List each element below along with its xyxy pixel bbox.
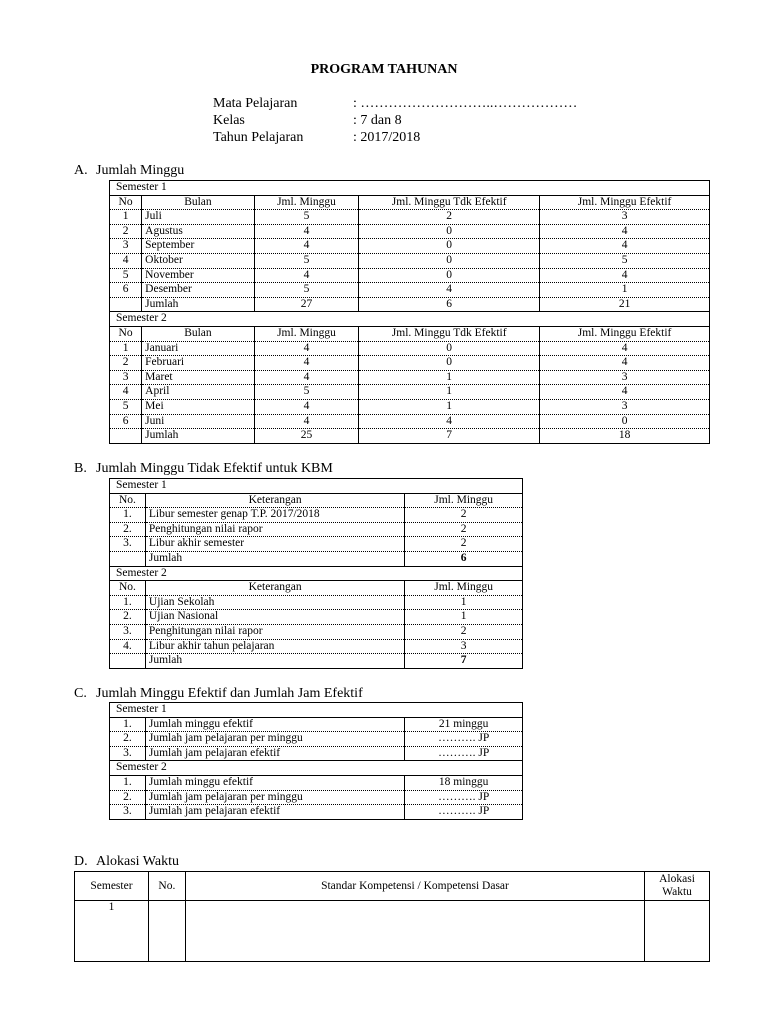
table-jumlah-minggu bbox=[109, 180, 710, 444]
table-row bbox=[110, 341, 710, 356]
cell-no bbox=[110, 551, 146, 566]
table-row bbox=[110, 805, 523, 820]
table-header-row bbox=[110, 326, 710, 341]
cell-bulan: Januari bbox=[142, 341, 255, 356]
cell-tdk-efektif: 1 bbox=[359, 399, 540, 414]
table-minggu-efektif bbox=[109, 702, 523, 820]
cell-jml-minggu: 3 bbox=[405, 639, 523, 654]
cell-keterangan: Jumlah minggu efektif bbox=[145, 775, 404, 790]
cell-keterangan: Jumlah jam pelajaran efektif bbox=[145, 805, 404, 820]
meta-kelas bbox=[213, 113, 402, 129]
cell-nilai: ………. JP bbox=[405, 790, 523, 805]
cell-jml-minggu: 4 bbox=[254, 341, 359, 356]
cell-efektif: 4 bbox=[540, 224, 710, 239]
cell-jml-minggu: 27 bbox=[254, 297, 359, 312]
semester-label-row bbox=[110, 703, 523, 718]
cell-efektif: 5 bbox=[540, 253, 710, 268]
cell-no: 3. bbox=[110, 624, 146, 639]
table-row bbox=[110, 268, 710, 283]
section-number: C. bbox=[74, 686, 87, 701]
cell-jml-minggu: 4 bbox=[254, 356, 359, 371]
page-title: PROGRAM TAHUNAN bbox=[310, 62, 458, 77]
cell-no: 2. bbox=[110, 522, 146, 537]
cell-jml-minggu: 5 bbox=[254, 210, 359, 225]
table-row bbox=[110, 717, 523, 732]
cell-keterangan: Penghitungan nilai rapor bbox=[145, 522, 404, 537]
cell-nilai: 21 minggu bbox=[405, 717, 523, 732]
cell-bulan: Jumlah bbox=[142, 429, 255, 444]
cell-no: 4. bbox=[110, 639, 146, 654]
cell-jml-minggu: 5 bbox=[254, 385, 359, 400]
header-keterangan: Keterangan bbox=[145, 493, 404, 508]
meta-value: : ………………………..……………… bbox=[353, 96, 578, 111]
cell-no: 1 bbox=[110, 341, 142, 356]
meta-label: Kelas bbox=[213, 113, 245, 128]
cell-no: 1. bbox=[110, 775, 146, 790]
header-no: No. bbox=[110, 493, 146, 508]
table-row bbox=[110, 790, 523, 805]
cell-efektif: 4 bbox=[540, 239, 710, 254]
cell-tdk-efektif: 4 bbox=[359, 414, 540, 429]
cell-efektif: 3 bbox=[540, 210, 710, 225]
cell-efektif: 4 bbox=[540, 356, 710, 371]
cell-tdk-efektif: 6 bbox=[359, 297, 540, 312]
table-row bbox=[110, 370, 710, 385]
section-number: D. bbox=[74, 854, 88, 869]
header-jml-minggu: Jml. Minggu bbox=[405, 581, 523, 596]
total-row bbox=[110, 429, 710, 444]
header-no: No bbox=[110, 326, 142, 341]
cell-jml-minggu: 4 bbox=[254, 399, 359, 414]
cell-no: 2. bbox=[110, 790, 146, 805]
cell-tdk-efektif: 1 bbox=[359, 370, 540, 385]
header-no: No. bbox=[110, 581, 146, 596]
cell-bulan: Juli bbox=[142, 210, 255, 225]
meta-label: Tahun Pelajaran bbox=[213, 130, 304, 145]
cell-bulan: November bbox=[142, 268, 255, 283]
table-row bbox=[110, 775, 523, 790]
meta-value: : 7 dan 8 bbox=[353, 113, 402, 128]
cell-efektif: 18 bbox=[540, 429, 710, 444]
table-row bbox=[110, 732, 523, 747]
cell-no: 1 bbox=[110, 210, 142, 225]
cell-no bbox=[110, 429, 142, 444]
total-row bbox=[110, 297, 710, 312]
cell-no: 6 bbox=[110, 283, 142, 298]
table-row bbox=[110, 610, 523, 625]
cell-jml-minggu: 1 bbox=[405, 610, 523, 625]
cell-keterangan: Ujian Sekolah bbox=[145, 595, 404, 610]
table-header-row bbox=[110, 195, 710, 210]
cell-no: 5 bbox=[110, 399, 142, 414]
section-title: Jumlah Minggu Efektif dan Jumlah Jam Efektif bbox=[96, 686, 363, 701]
cell-keterangan: Libur akhir tahun pelajaran bbox=[145, 639, 404, 654]
cell-no: 3 bbox=[110, 370, 142, 385]
cell-no: 2. bbox=[110, 610, 146, 625]
cell-no: 1. bbox=[110, 508, 146, 523]
cell-efektif: 4 bbox=[540, 268, 710, 283]
table-row bbox=[110, 595, 523, 610]
cell-keterangan: Penghitungan nilai rapor bbox=[145, 624, 404, 639]
section-title: Jumlah Minggu Tidak Efektif untuk KBM bbox=[96, 461, 333, 476]
header-bulan: Bulan bbox=[142, 326, 255, 341]
cell-tdk-efektif: 0 bbox=[359, 224, 540, 239]
cell-tdk-efektif: 7 bbox=[359, 429, 540, 444]
cell-jml-minggu: 4 bbox=[254, 268, 359, 283]
table-row bbox=[75, 901, 710, 962]
header-tdk-efektif: Jml. Minggu Tdk Efektif bbox=[359, 195, 540, 210]
header-jml-minggu: Jml. Minggu bbox=[254, 326, 359, 341]
cell-bulan: Mei bbox=[142, 399, 255, 414]
meta-mata-pelajaran bbox=[213, 96, 577, 112]
cell-bulan: September bbox=[142, 239, 255, 254]
section-number: A. bbox=[74, 163, 88, 178]
semester-label-row bbox=[110, 181, 710, 196]
header-no: No bbox=[110, 195, 142, 210]
section-d-heading bbox=[74, 854, 179, 870]
table-row bbox=[110, 639, 523, 654]
cell-no: 5 bbox=[110, 268, 142, 283]
cell-bulan: April bbox=[142, 385, 255, 400]
table-row bbox=[110, 508, 523, 523]
section-title: Jumlah Minggu bbox=[96, 163, 185, 178]
cell-jml-minggu: 5 bbox=[254, 253, 359, 268]
cell-bulan: Oktober bbox=[142, 253, 255, 268]
table-row bbox=[110, 239, 710, 254]
header-semester: Semester bbox=[75, 872, 149, 901]
header-jml-minggu: Jml. Minggu bbox=[405, 493, 523, 508]
table-row bbox=[110, 385, 710, 400]
cell-bulan: Jumlah bbox=[142, 297, 255, 312]
semester-label-row bbox=[110, 479, 523, 494]
cell-jml-minggu: 6 bbox=[405, 551, 523, 566]
cell-bulan: Februari bbox=[142, 356, 255, 371]
cell-no: 3 bbox=[110, 239, 142, 254]
header-jml-minggu: Jml. Minggu bbox=[254, 195, 359, 210]
cell-jml-minggu: 4 bbox=[254, 224, 359, 239]
cell-jml-minggu: 4 bbox=[254, 370, 359, 385]
cell-no: 2 bbox=[110, 356, 142, 371]
cell-no: 3. bbox=[110, 805, 146, 820]
cell-bulan: Juni bbox=[142, 414, 255, 429]
cell-efektif: 3 bbox=[540, 399, 710, 414]
cell-jml-minggu: 4 bbox=[254, 414, 359, 429]
header-standar-kompetensi: Standar Kompetensi / Kompetensi Dasar bbox=[185, 872, 644, 901]
semester-label: Semester 1 bbox=[110, 703, 523, 718]
cell-tdk-efektif: 0 bbox=[359, 356, 540, 371]
cell-no: 2. bbox=[110, 732, 146, 747]
header-keterangan: Keterangan bbox=[145, 581, 404, 596]
cell-kompetensi bbox=[185, 901, 644, 962]
semester-label: Semester 2 bbox=[110, 761, 523, 776]
cell-bulan: Maret bbox=[142, 370, 255, 385]
cell-keterangan: Jumlah bbox=[145, 551, 404, 566]
cell-keterangan: Jumlah jam pelajaran per minggu bbox=[145, 790, 404, 805]
cell-jml-minggu: 5 bbox=[254, 283, 359, 298]
table-row bbox=[110, 224, 710, 239]
cell-nilai: 18 minggu bbox=[405, 775, 523, 790]
table-row bbox=[110, 624, 523, 639]
section-number: B. bbox=[74, 461, 87, 476]
cell-keterangan: Jumlah jam pelajaran per minggu bbox=[145, 732, 404, 747]
table-minggu-tidak-efektif bbox=[109, 478, 523, 669]
cell-jml-minggu: 2 bbox=[405, 624, 523, 639]
meta-tahun-pelajaran bbox=[213, 130, 420, 146]
semester-label-row bbox=[110, 761, 523, 776]
cell-bulan: Desember bbox=[142, 283, 255, 298]
table-row bbox=[110, 253, 710, 268]
cell-bulan: Agustus bbox=[142, 224, 255, 239]
cell-jml-minggu: 25 bbox=[254, 429, 359, 444]
cell-no bbox=[110, 654, 146, 669]
cell-tdk-efektif: 4 bbox=[359, 283, 540, 298]
header-tdk-efektif: Jml. Minggu Tdk Efektif bbox=[359, 326, 540, 341]
semester-label: Semester 2 bbox=[110, 312, 710, 327]
cell-no: 1. bbox=[110, 595, 146, 610]
cell-tdk-efektif: 0 bbox=[359, 268, 540, 283]
semester-label-row bbox=[110, 312, 710, 327]
cell-keterangan: Ujian Nasional bbox=[145, 610, 404, 625]
section-a-heading bbox=[74, 163, 184, 179]
cell-keterangan: Jumlah jam pelajaran efektif bbox=[145, 746, 404, 761]
cell-tdk-efektif: 1 bbox=[359, 385, 540, 400]
table-header-row bbox=[110, 493, 523, 508]
table-header-row bbox=[75, 872, 710, 901]
table-header-row bbox=[110, 581, 523, 596]
total-row bbox=[110, 654, 523, 669]
cell-efektif: 4 bbox=[540, 341, 710, 356]
section-b-heading bbox=[74, 461, 333, 477]
table-row bbox=[110, 210, 710, 225]
table-row bbox=[110, 356, 710, 371]
section-title: Alokasi Waktu bbox=[96, 854, 179, 869]
cell-efektif: 0 bbox=[540, 414, 710, 429]
table-alokasi-waktu bbox=[74, 871, 710, 962]
header-efektif: Jml. Minggu Efektif bbox=[540, 326, 710, 341]
cell-nilai: ………. JP bbox=[405, 805, 523, 820]
cell-tdk-efektif: 0 bbox=[359, 239, 540, 254]
cell-efektif: 4 bbox=[540, 385, 710, 400]
meta-label: Mata Pelajaran bbox=[213, 96, 298, 111]
total-row bbox=[110, 551, 523, 566]
cell-efektif: 21 bbox=[540, 297, 710, 312]
cell-keterangan: Libur akhir semester bbox=[145, 537, 404, 552]
table-row bbox=[110, 537, 523, 552]
cell-jml-minggu: 2 bbox=[405, 522, 523, 537]
header-efektif: Jml. Minggu Efektif bbox=[540, 195, 710, 210]
header-bulan: Bulan bbox=[142, 195, 255, 210]
cell-jml-minggu: 1 bbox=[405, 595, 523, 610]
table-row bbox=[110, 522, 523, 537]
cell-jml-minggu: 7 bbox=[405, 654, 523, 669]
cell-no: 1. bbox=[110, 717, 146, 732]
cell-alokasi bbox=[645, 901, 710, 962]
cell-efektif: 3 bbox=[540, 370, 710, 385]
cell-nilai: ………. JP bbox=[405, 746, 523, 761]
cell-no: 2 bbox=[110, 224, 142, 239]
header-no: No. bbox=[148, 872, 185, 901]
meta-value: : 2017/2018 bbox=[353, 130, 421, 145]
table-row bbox=[110, 746, 523, 761]
section-c-heading bbox=[74, 686, 363, 702]
semester-label: Semester 1 bbox=[110, 479, 523, 494]
table-row bbox=[110, 414, 710, 429]
cell-no: 3. bbox=[110, 537, 146, 552]
cell-no: 4 bbox=[110, 253, 142, 268]
cell-jml-minggu: 4 bbox=[254, 239, 359, 254]
cell-tdk-efektif: 0 bbox=[359, 341, 540, 356]
cell-no bbox=[148, 901, 185, 962]
cell-keterangan: Libur semester genap T.P. 2017/2018 bbox=[145, 508, 404, 523]
cell-efektif: 1 bbox=[540, 283, 710, 298]
cell-semester: 1 bbox=[75, 901, 149, 962]
semester-label: Semester 1 bbox=[110, 181, 710, 196]
header-alokasi-waktu: Alokasi Waktu bbox=[645, 872, 710, 901]
cell-nilai: ………. JP bbox=[405, 732, 523, 747]
cell-tdk-efektif: 0 bbox=[359, 253, 540, 268]
cell-no bbox=[110, 297, 142, 312]
cell-jml-minggu: 2 bbox=[405, 537, 523, 552]
semester-label: Semester 2 bbox=[110, 566, 523, 581]
table-row bbox=[110, 399, 710, 414]
cell-no: 4 bbox=[110, 385, 142, 400]
cell-no: 6 bbox=[110, 414, 142, 429]
cell-tdk-efektif: 2 bbox=[359, 210, 540, 225]
cell-keterangan: Jumlah bbox=[145, 654, 404, 669]
cell-keterangan: Jumlah minggu efektif bbox=[145, 717, 404, 732]
semester-label-row bbox=[110, 566, 523, 581]
cell-jml-minggu: 2 bbox=[405, 508, 523, 523]
cell-no: 3. bbox=[110, 746, 146, 761]
table-row bbox=[110, 283, 710, 298]
